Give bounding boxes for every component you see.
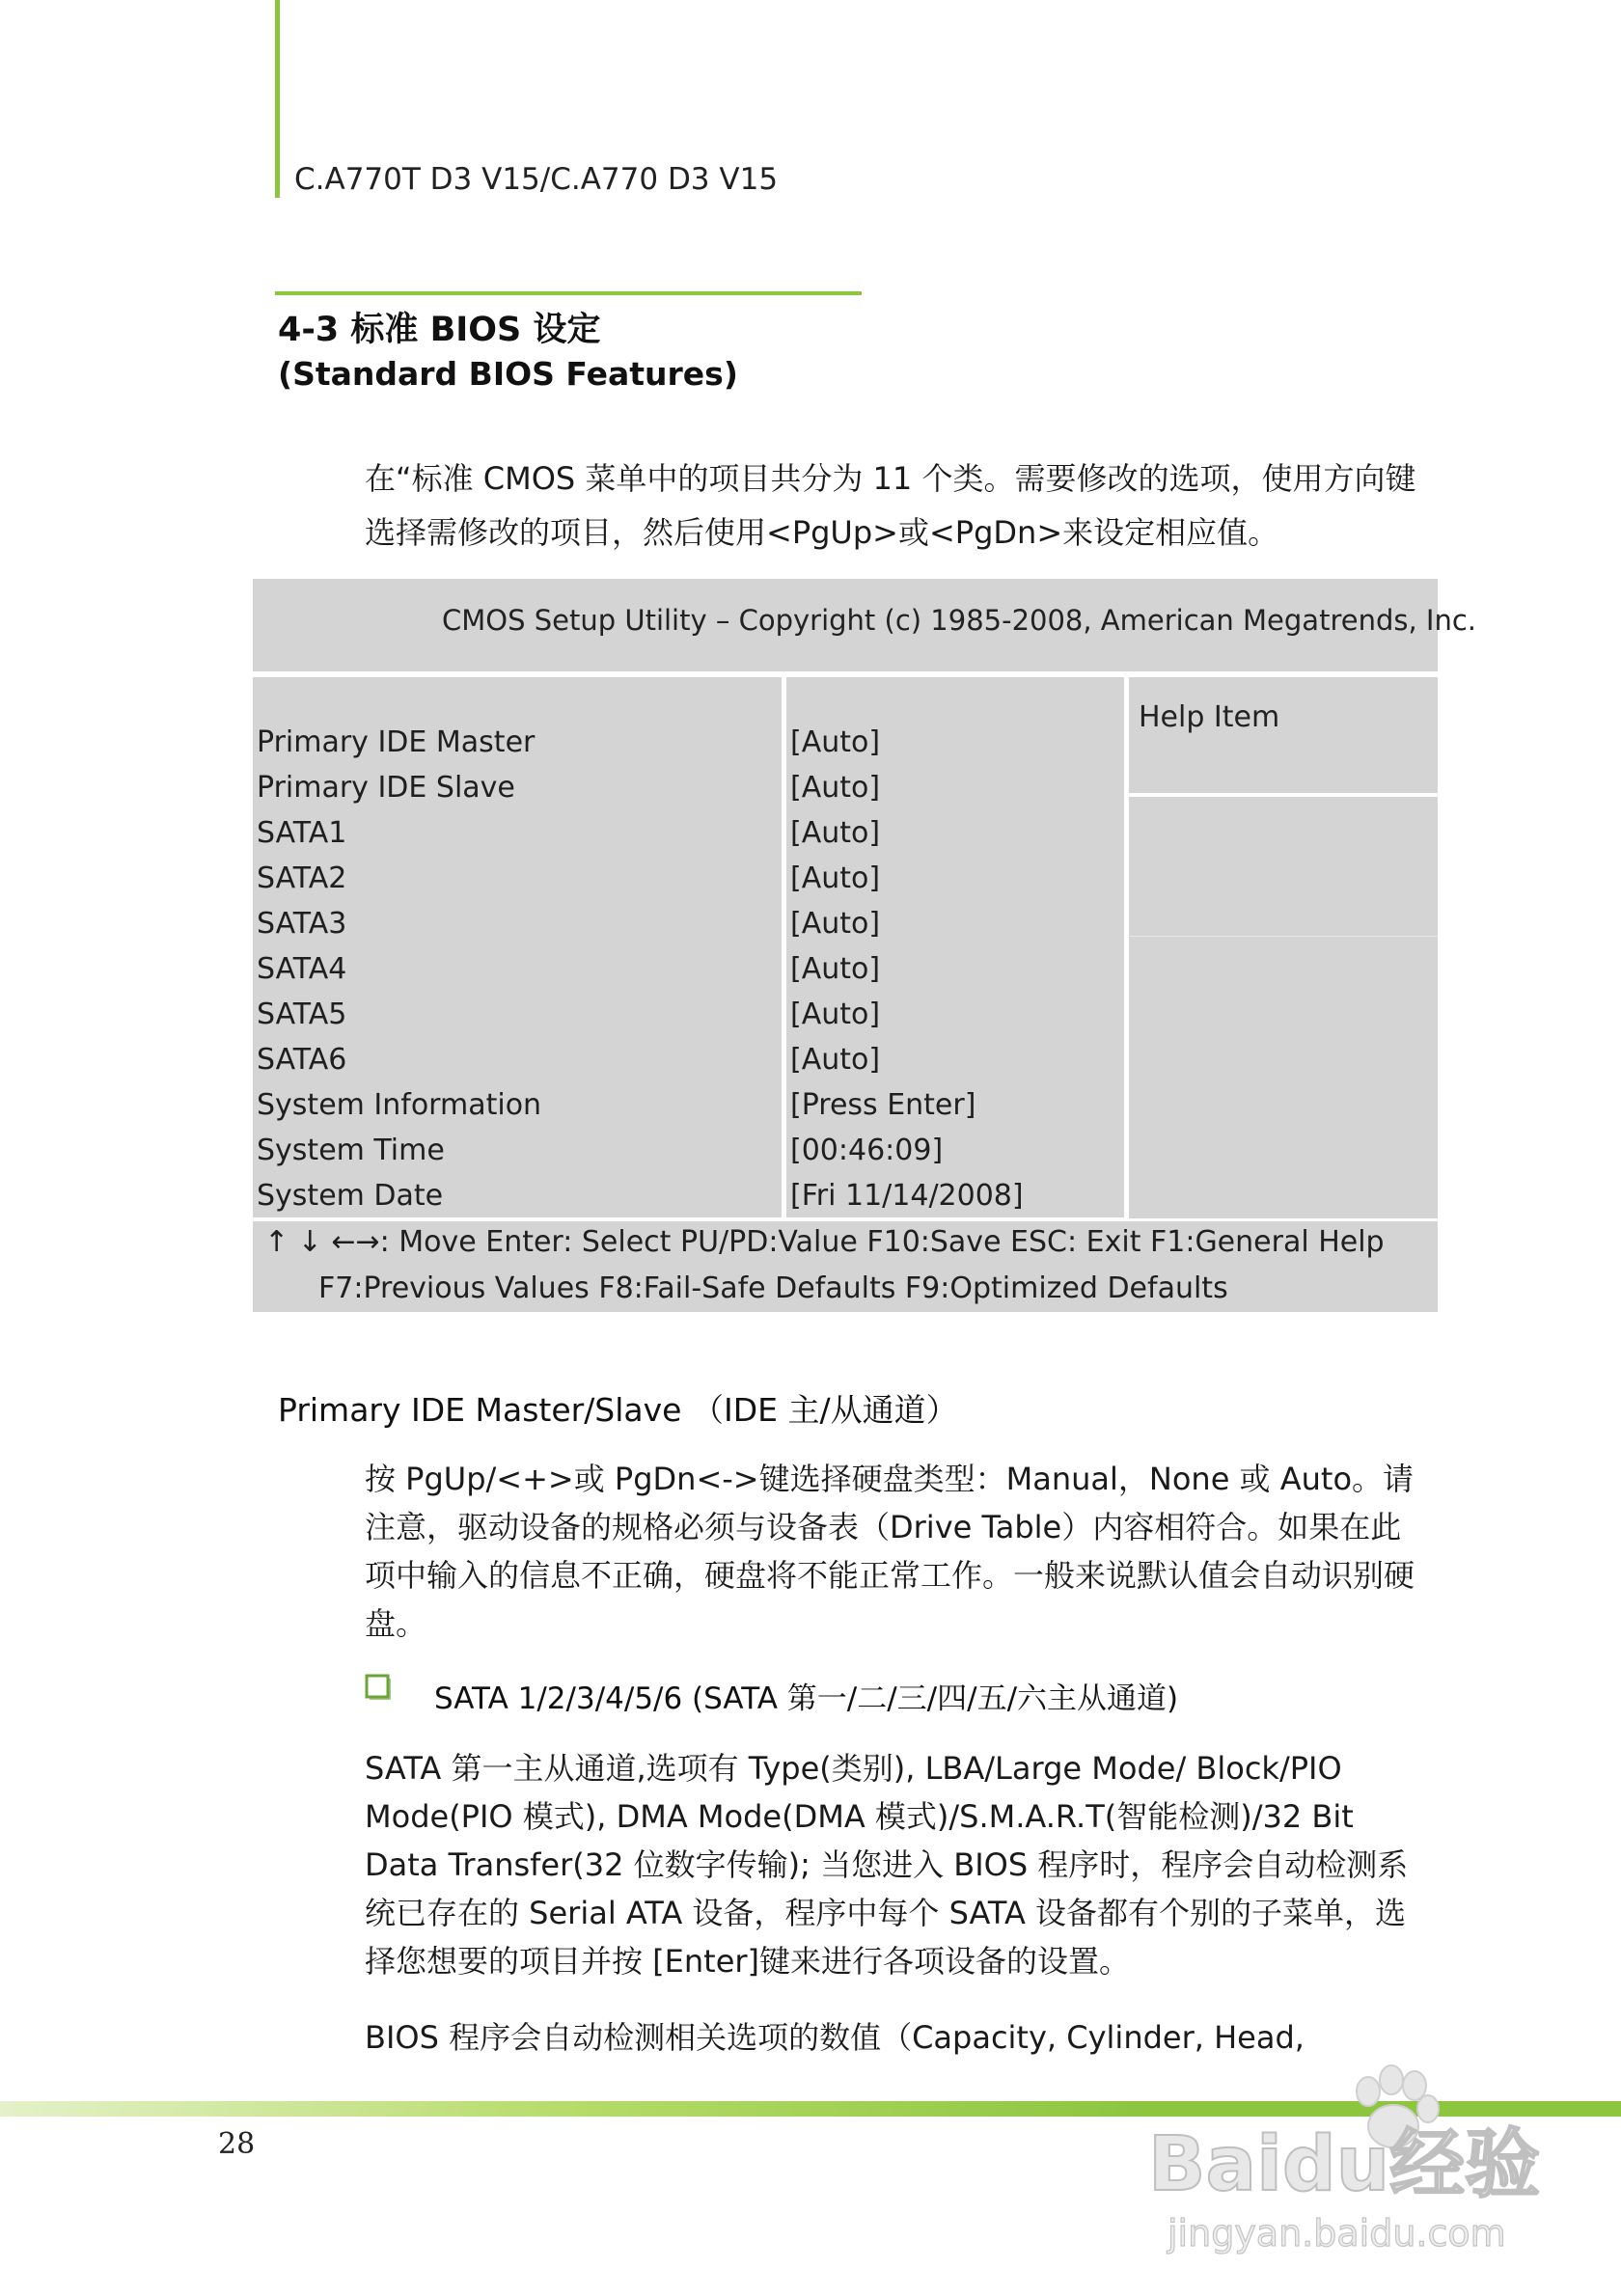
bios-row-label[interactable]: SATA1 [257,816,347,850]
bios-row-value[interactable]: [00:46:09] [790,1134,944,1167]
section-subtitle: (Standard BIOS Features) [278,355,738,393]
watermark-url: jingyan.baidu.com [1168,2212,1506,2255]
bios-row-label[interactable]: System Information [257,1088,542,1122]
sata-heading: SATA 1/2/3/4/5/6 (SATA 第一/二/三/四/五/六主从通道) [434,1681,1179,1716]
sata-paragraph-2: BIOS 程序会自动检测相关选项的数值（Capacity, Cylinder, Head, [365,2019,1305,2056]
header-model: C.A770T D3 V15/C.A770 D3 V15 [294,162,779,197]
help-item-label: Help Item [1139,700,1280,734]
baidu-watermark-logo [1139,2055,1544,2267]
section-title: 4-3 标准 BIOS 设定 [278,311,601,349]
bios-row-label[interactable]: SATA6 [257,1043,347,1077]
bios-row-value[interactable]: [Press Enter] [790,1088,976,1122]
bios-row-label[interactable]: Primary IDE Master [257,725,536,759]
bios-screen [253,579,1476,1312]
bios-row-label[interactable]: SATA3 [257,907,347,941]
ide-paragraph: 按 PgUp/<+>或 PgDn<->键选择硬盘类型：Manual，None 或 Auto。请注意，驱动设备的规格必须与设备表（Drive Table）内容相符合。如果在此项中输入的信息不正确，硬盘将不能正常工作。一般来说默认值会自动识别硬盘。 [365,1461,1415,1642]
bios-values-column [786,677,1124,1217]
ide-heading: Primary IDE Master/Slave （IDE 主/从通道） [278,1391,958,1429]
help-panel-lower [1129,936,1438,1218]
bios-row-value[interactable]: [Fri 11/14/2008] [790,1179,1024,1213]
bios-row-value[interactable]: [Auto] [790,907,881,941]
section-divider [275,291,862,295]
bios-row-value[interactable]: [Auto] [790,998,881,1031]
bios-row-label[interactable]: SATA4 [257,952,347,986]
bios-row-value[interactable]: [Auto] [790,816,881,850]
bios-row-value[interactable]: [Auto] [790,1043,881,1077]
bios-row-value[interactable]: [Auto] [790,952,881,986]
bios-row-label[interactable]: System Time [257,1134,445,1167]
key-legend-line-1: ↑ ↓ ←→: Move Enter: Select PU/PD:Value F10:Save ESC: Exit F1:General Help [264,1225,1385,1259]
checkbox-bullet-icon [365,1674,394,1703]
bios-labels-column [253,677,782,1217]
key-legend-line-2: F7:Previous Values F8:Fail-Safe Defaults F9:Optimized Defaults [318,1271,1228,1305]
bios-banner [253,579,1476,671]
bios-row-label[interactable]: System Date [257,1179,444,1213]
bios-row-value[interactable]: [Auto] [790,771,881,805]
header-accent-line [275,0,280,198]
bios-row-value[interactable]: [Auto] [790,861,881,895]
bios-banner-text: CMOS Setup Utility – Copyright (c) 1985-2008, American Megatrends, Inc. [442,604,1476,637]
bios-row-value[interactable]: [Auto] [790,725,881,759]
help-panel-body [1129,797,1438,936]
help-panel-header [1129,677,1438,793]
sata-paragraph: SATA 第一主从通道,选项有 Type(类别), LBA/Large Mode/ Block/PIO Mode(PIO 模式), DMA Mode(DMA 模式)/S.M.A.R.T(智能检测)/32 Bit Data Transfer(32 位数字传输); 当您进入 BIOS 程序时，程序会自动检测系统已存在的 Serial ATA 设备，程序中每个 SATA 设备都有个别的子菜单，选择您想要的项目并按 [Enter]键来进行各项设备的设置。 [365,1750,1409,1980]
page-number: 28 [218,2127,256,2161]
bios-row-label[interactable]: SATA2 [257,861,347,895]
intro-paragraph: 在“标准 CMOS 菜单中的项目共分为 11 个类。需要修改的选项，使用方向键选择需修改的项目，然后使用<PgUp>或<PgDn>来设定相应值。 [365,460,1416,551]
bios-key-legend [253,1221,1438,1312]
bios-row-label[interactable]: Primary IDE Slave [257,771,515,805]
watermark-brand: Baidu经验 [1148,2121,1541,2208]
bios-row-label[interactable]: SATA5 [257,998,347,1031]
